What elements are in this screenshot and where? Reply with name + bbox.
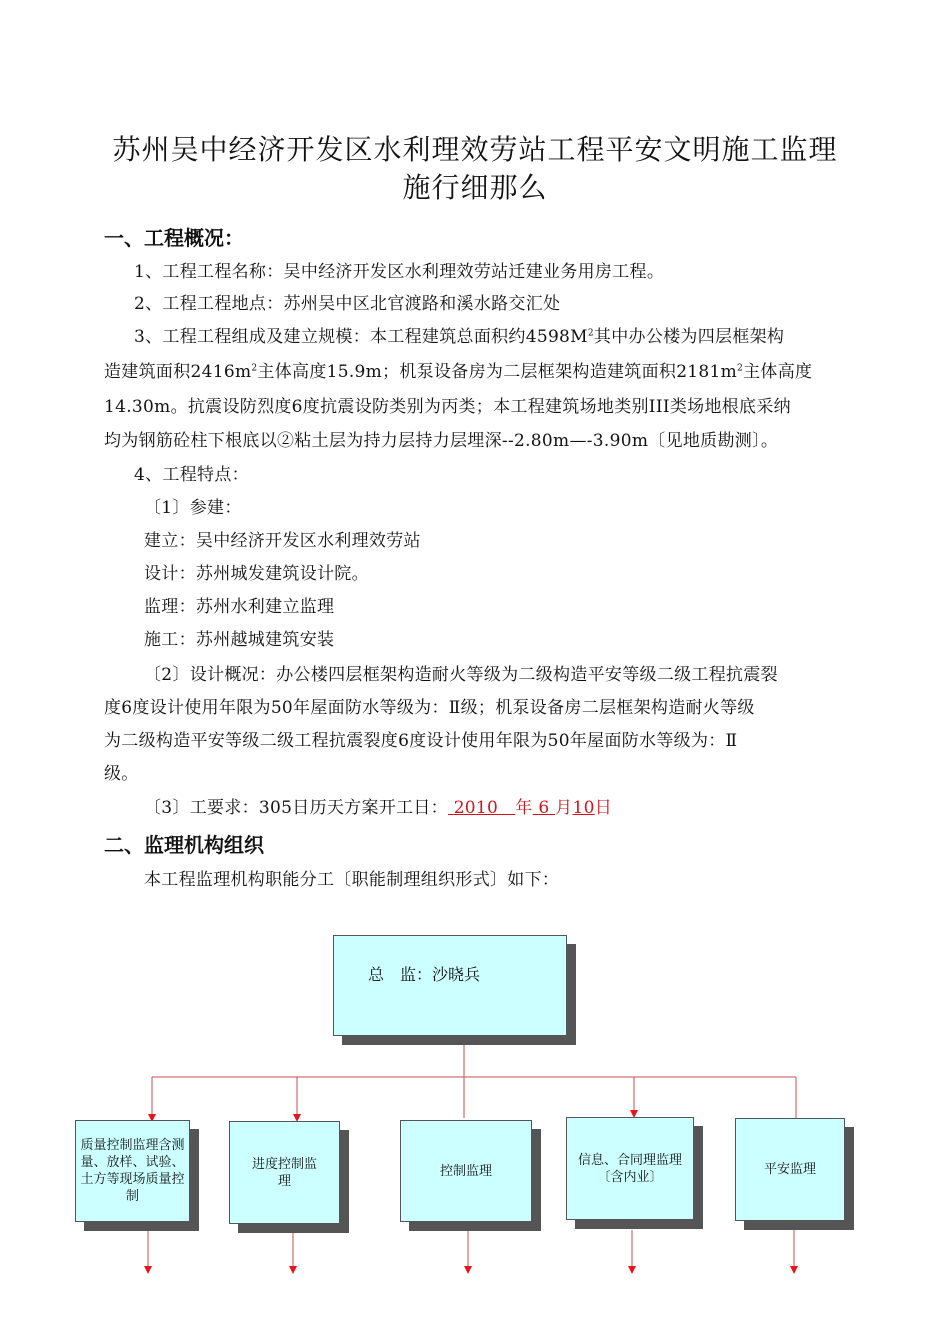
org-box-quality: 质量控制监理含测量、放样、试验、土方等现场质量控制: [75, 1120, 190, 1222]
org-top-box: [333, 935, 567, 1036]
item-3-line-1: 3、工程工程组成及建立规模：本工程建筑总面积约$4598M^2$其中办公楼为四层框架构: [134, 327, 785, 347]
sub-2-line-3: 为二级构造平安等级二级工程抗震裂度6度设计使用年限为50年屋面防水等级为：Ⅱ: [104, 731, 738, 751]
org-box-schedule: 进度控制监理: [229, 1121, 340, 1224]
title-line-2: 施行细那么: [402, 171, 548, 204]
item-3-line-3: 14.30m。抗震设防烈度6度抗震设防类别为丙类；本工程建筑场地类别III类场地根底采纳: [104, 397, 791, 417]
item-4: 4、工程特点：: [134, 465, 249, 485]
section-2-heading: 二、监理机构组织: [104, 833, 264, 857]
item-3-line-4: 均为钢筋砼柱下根底以②粘土层为持力层持力层埋深--2.80m—-3.90m〔见地质勘测〕。: [104, 431, 779, 451]
start-year: 2010: [453, 798, 499, 818]
chief-supervisor: 总 监：沙晓兵: [368, 965, 481, 984]
builder: 建立：吴中经济开发区水利理效劳站: [144, 531, 421, 551]
sub-1: 〔1〕参建：: [144, 498, 242, 518]
item-1: 1、工程工程名称：吴中经济开发区水利理效劳站迁建业务用房工程。: [134, 262, 665, 282]
section-1-heading: 一、工程概况：: [104, 226, 244, 250]
item-3-line-2: 造建筑面积$2416m^2$主体高度15.9m；机泵设备房为二层框架构造建筑面积$2181m^2$主体高度: [104, 362, 813, 382]
org-box-control: 控制监理: [400, 1120, 532, 1222]
start-day: 10: [572, 798, 595, 818]
designer: 设计：苏州城发建筑设计院。: [144, 564, 369, 584]
org-box-safety: 平安监理: [735, 1118, 845, 1221]
sub-2-line-4: 级。: [104, 764, 139, 784]
sub-3: 〔3〕工要求：305日历天方案开工日： 2010 年 6 月10日: [144, 798, 613, 818]
sub-2-line-1: 〔2〕设计概况：办公楼四层框架构造耐火等级为二级构造平安等级二级工程抗震裂: [144, 665, 778, 685]
title-line-1: 苏州吴中经济开发区水利理效劳站工程平安文明施工监理: [112, 133, 838, 166]
start-month: 6: [538, 798, 550, 818]
constructor: 施工：苏州越城建筑安装: [144, 630, 335, 650]
section-2-intro: 本工程监理机构职能分工〔职能制理组织形式〕如下：: [144, 870, 560, 890]
sub-2-line-2: 度6度设计使用年限为50年屋面防水等级为：Ⅱ级；机泵设备房二层框架构造耐火等级: [104, 698, 755, 718]
supervisor: 监理：苏州水利建立监理: [144, 597, 335, 617]
org-box-info-contract: 信息、合同理监理〔含内业〕: [566, 1117, 694, 1220]
item-2: 2、工程工程地点：苏州吴中区北官渡路和溪水路交汇处: [134, 294, 561, 314]
